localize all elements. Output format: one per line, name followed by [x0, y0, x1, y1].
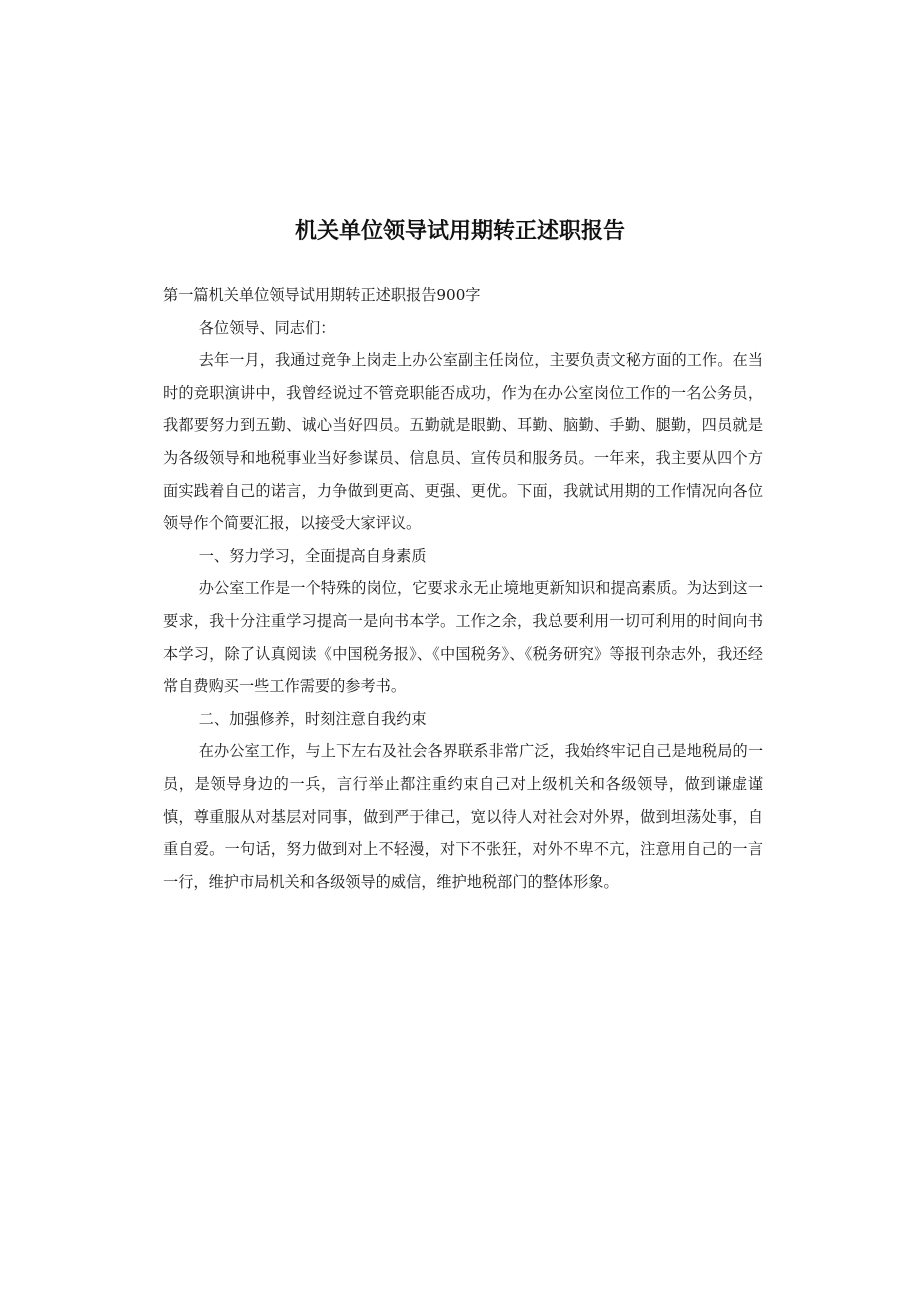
section-heading-1: 一、努力学习，全面提高自身素质	[198, 546, 427, 565]
paragraph-section-2: 在办公室工作，与上下左右及社会各界联系非常广泛，我始终牢记自己是地税局的一员，是领导身边的一兵，言行举止都注重约束自己对上级机关和各级领导，做到谦虚谨慎，尊重服从对基层对同事，做到严于律己，宽以待人对社会对外界，做到坦荡处事，自重自爱。一句话，努力做到对上不轻漫，对下不张狂，对外不卑不亢，注意用自己的一言一行，维护市局机关和各级领导的威信，维护地税部门的整体形象。	[163, 742, 763, 891]
document-subtitle: 第一篇机关单位领导试用期转正述职报告900字	[163, 286, 481, 304]
paragraph-section-1: 办公室工作是一个特殊的岗位，它要求永无止境地更新知识和提高素质。为达到这一要求，我十分注重学习提高一是向书本学。工作之余，我总要利用一切可利用的时间向书本学习，除了认真阅读《中国税务报》、《中国税务》、《税务研究》等报刊杂志外，我还经常自费购买一些工作需要的参考书。	[163, 579, 763, 696]
paragraph-intro: 去年一月，我通过竞争上岗走上办公室副主任岗位，主要负责文秘方面的工作。在当时的竞职演讲中，我曾经说过不管竞职能否成功，作为在办公室岗位工作的一名公务员，我都要努力到五勤、诚心当好四员。五勤就是眼勤、耳勤、脑勤、手勤、腿勤，四员就是为各级领导和地税事业当好参谋员、信息员、宣传员和服务员。一年来，我主要从四个方面实践着自己的诺言，力争做到更高、更强、更优。下面，我就试用期的工作情况向各位领导作个简要汇报，以接受大家评议。	[163, 351, 763, 533]
salutation: 各位领导、同志们：	[198, 318, 336, 337]
section-heading-2: 二、加强修养，时刻注意自我约束	[198, 709, 427, 728]
document-title: 机关单位领导试用期转正述职报告	[294, 219, 625, 244]
document-body	[163, 279, 763, 898]
